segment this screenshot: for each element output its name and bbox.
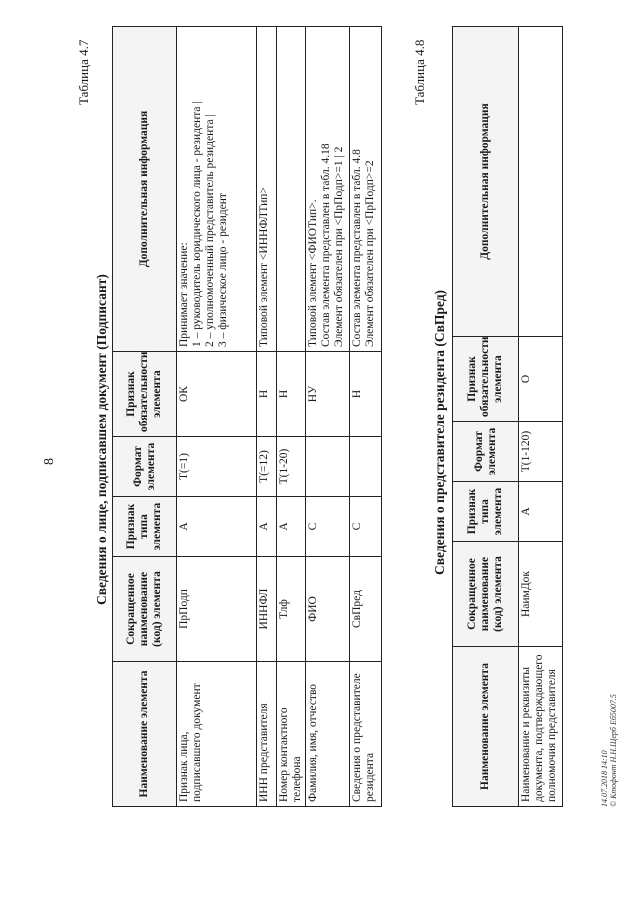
info-line: 2 – уполномоченный представитель резидента | [204,114,216,347]
cell-name: Сведения о представителе резидента [350,662,382,807]
cell-code: ФИО [306,557,350,662]
header-name: Наименование элемента [453,647,519,807]
cell-type: А [177,497,257,557]
cell-name: Наименование и реквизиты документа, подтверждающего полномочия представителя [519,647,563,807]
stamp-line: 14.07.2018 14:10 [600,750,609,807]
cell-code: СвПред [350,557,382,662]
cell-type: С [350,497,382,557]
cell-format [350,437,382,497]
cell-info [350,27,382,352]
cell-info [277,27,306,352]
cell-type: А [257,497,277,557]
info-line: Типовой элемент <ИННФЛТип> [258,187,270,347]
cell-info [177,27,257,352]
header-required: Признак обязательности элемента [113,352,177,437]
info-line: Состав элемента представлен в табл. 4.18 [320,143,332,347]
table-row [350,27,382,807]
print-stamp [600,694,618,807]
info-line: Элемент обязателен при <ПрПодп>=1 | 2 [333,146,345,347]
info-line: 3 – физическое лицо - резидент [217,193,229,347]
header-required: Признак обязательности элемента [453,337,519,422]
cell-info [257,27,277,352]
cell-code: Тлф [277,557,306,662]
header-info: Дополнительная информация [453,27,519,337]
cell-format: Т(1-20) [277,437,306,497]
cell-info [306,27,350,352]
cell-name: ИНН представителя [257,662,277,807]
table-row [306,27,350,807]
header-name: Наименование элемента [113,662,177,807]
header-format: Формат элемента [113,437,177,497]
info-line: 1 – руководитель юридического лица - резидента | [191,101,203,347]
cell-required: Н [277,352,306,437]
header-format: Формат элемента [453,422,519,482]
cell-type: С [306,497,350,557]
cell-type: А [277,497,306,557]
cell-format: Т(=12) [257,437,277,497]
table-4-8-label: Таблица 4.8 [412,39,427,105]
table-4-7-title: Сведения о лице, подписавшем документ (Подписант) [94,274,109,605]
table-row [277,27,306,807]
cell-code: НаимДок [519,542,563,647]
cell-format [306,437,350,497]
table-4-8-title: Сведения о представителе резидента (СвПред) [432,289,447,575]
cell-format: Т(=1) [177,437,257,497]
cell-required: НУ [306,352,350,437]
cell-required: Н [257,352,277,437]
info-line: Принимает значение: [178,242,190,347]
cell-name: Номер контактного телефона [277,662,306,807]
info-line: Типовой элемент <ФИОТип>. [307,199,319,347]
cell-format: Т(1-120) [519,422,563,482]
info-line: Элемент обязателен при <ПрПодп>=2 [364,160,376,347]
header-type: Признак типа элемента [113,497,177,557]
table-row [177,27,257,807]
cell-required: ОК [177,352,257,437]
cell-name: Фамилия, имя, отчество [306,662,350,807]
cell-info [519,27,563,337]
info-line: Состав элемента представлен в табл. 4.8 [351,149,363,347]
cell-required: Н [350,352,382,437]
page-number: 8 [42,458,57,465]
header-code: Сокращенное наименование (код) элемента [453,542,519,647]
table-4-8 [452,26,563,807]
cell-required: О [519,337,563,422]
cell-type: А [519,482,563,542]
cell-code: ПрПодп [177,557,257,662]
table-4-7-label: Таблица 4.7 [76,39,91,105]
header-type: Признак типа элемента [453,482,519,542]
table-row [257,27,277,807]
cell-name: Признак лица, подписавшего документ [177,662,257,807]
header-info: Дополнительная информация [113,27,177,352]
stamp-line: © Ктофонт Н.Н.Щерб Еб5007.5 [609,694,618,807]
cell-code: ИННФЛ [257,557,277,662]
header-code: Сокращенное наименование (код) элемента [113,557,177,662]
table-row [519,27,563,807]
table-4-7 [112,26,382,807]
